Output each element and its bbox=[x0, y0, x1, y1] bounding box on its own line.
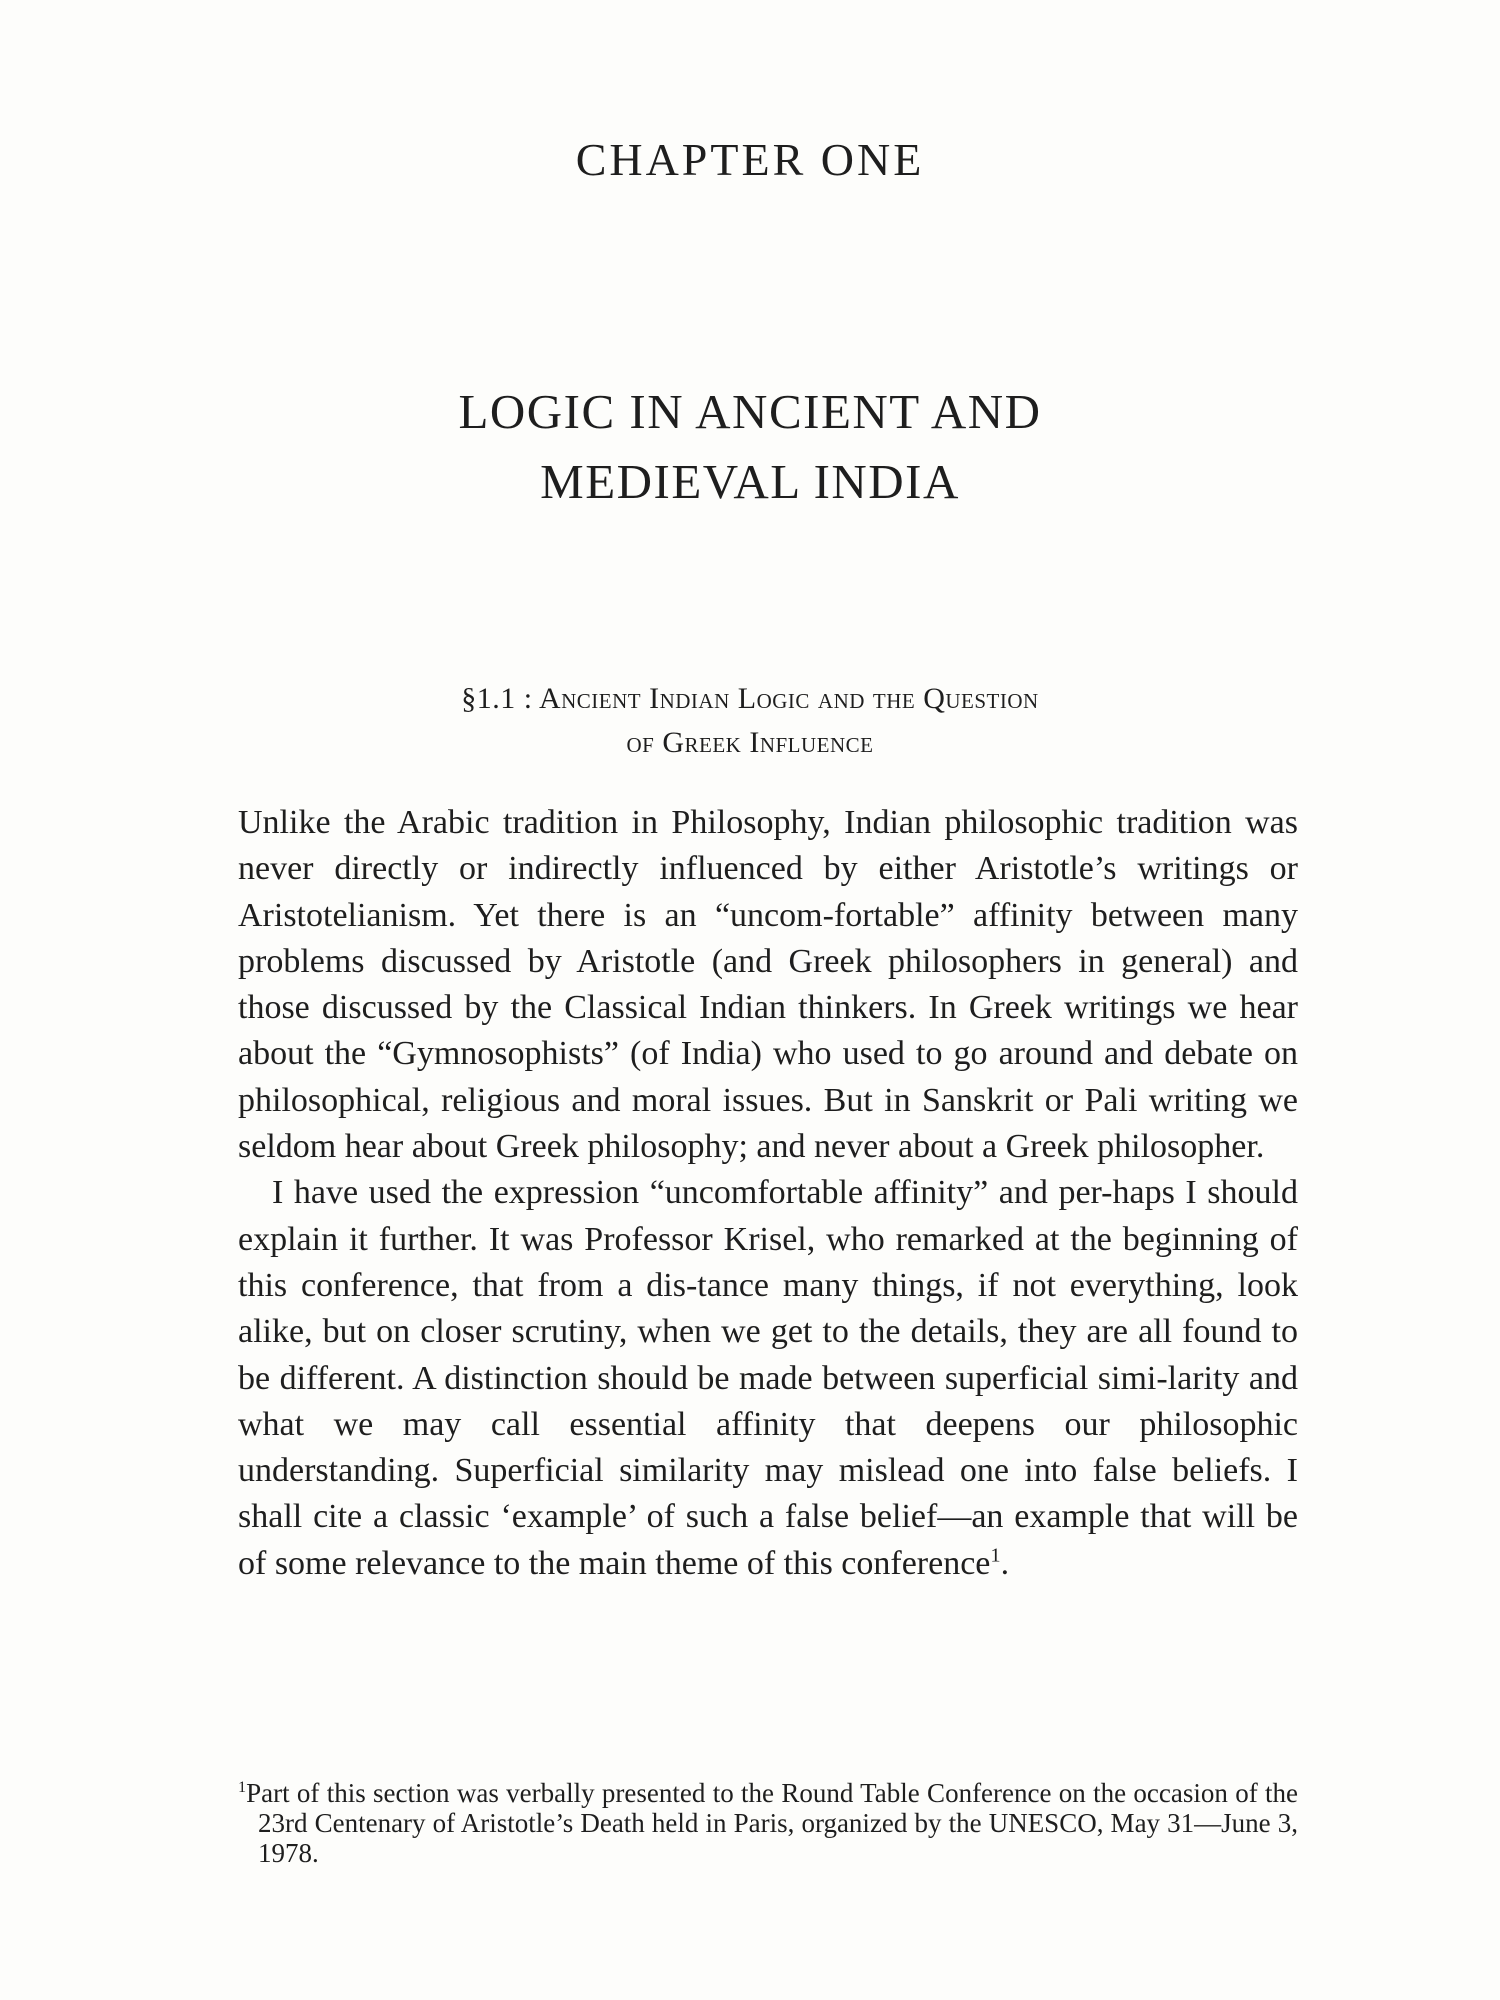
footnote-marker: 1 bbox=[238, 1778, 247, 1796]
footnote-line bbox=[238, 1778, 1298, 1868]
chapter-title bbox=[0, 377, 1500, 517]
paragraph-2 bbox=[238, 1170, 1298, 1587]
section-heading bbox=[0, 677, 1500, 765]
footnote bbox=[238, 1778, 1298, 1868]
paragraph-1: Unlike the Arabic tradition in Philosophy, Indian philosophic tradition was never directly or indirectly influenced by either Aristotle’s writings or Aristotelianism. Yet there is an “uncom-fortable” affinity between many problems discussed by Aristotle (and Greek philosophers in general) and those discussed by the Classical Indian thinkers. In Greek writings we hear about the “Gymnosophists” (of India) who used to go around and debate on philosophical, religious and moral issues. But in Sanskrit or Pali writing we seldom hear about Greek philosophy; and never about a Greek philosopher. bbox=[238, 804, 1298, 1166]
body-text bbox=[238, 800, 1298, 1587]
paragraph-2-end: . bbox=[1000, 1544, 1010, 1582]
section-heading-line-2: of Greek Influence bbox=[626, 726, 874, 759]
footnote-text: Part of this section was verbally presented to the Round Table Conference on the occasion of the 23rd Centenary of Aristotle’s Death held in Paris, organized by the UNESCO, May 31—June 3, 1978. bbox=[246, 1778, 1298, 1868]
chapter-title-line-1: LOGIC IN ANCIENT AND bbox=[458, 384, 1042, 439]
paragraph-2-text: I have used the expression “uncomfortable affinity” and per-haps I should explain it further. It was Professor Krisel, who remarked at the beginning of this conference, that from a dis-tance many things, if not everything, look alike, but on closer scrutiny, when we get to the details, they are all found to be different. A distinction should be made between superficial simi-larity and what we may call essential affinity that deepens our philosophic understanding. Superficial similarity may mislead one into false beliefs. I shall cite a classic ‘example’ of such a false belief—an example that will be of some relevance to the main theme of this conference bbox=[238, 1174, 1298, 1582]
chapter-title-line-2: MEDIEVAL INDIA bbox=[540, 454, 960, 509]
chapter-label: CHAPTER ONE bbox=[575, 134, 925, 185]
footnote-reference: 1 bbox=[990, 1544, 1001, 1567]
section-heading-line-1: §1.1 : Ancient Indian Logic and the Question bbox=[461, 682, 1039, 715]
